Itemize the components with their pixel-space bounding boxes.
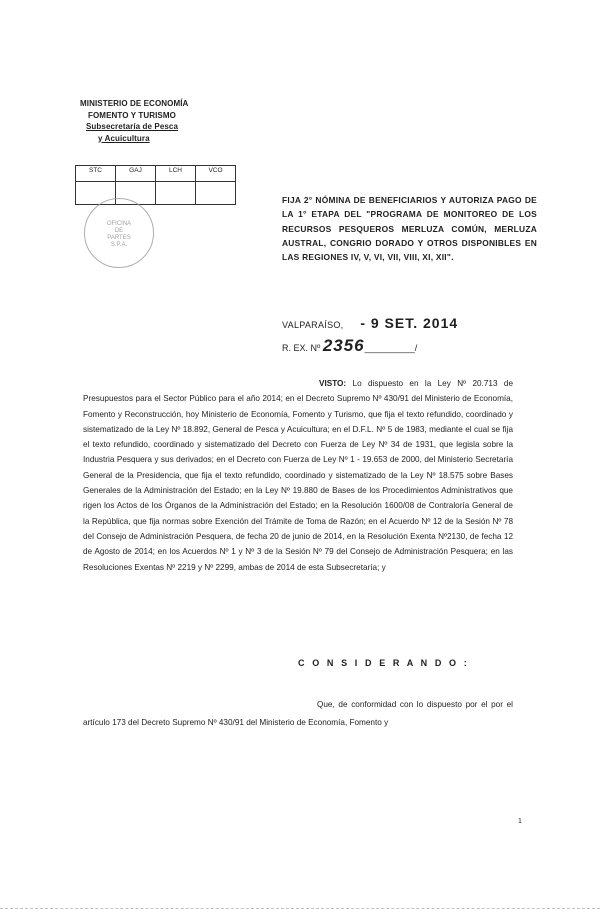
- seal-line: OFICINA: [106, 221, 132, 227]
- routing-cell-lch: LCH: [156, 166, 196, 182]
- routing-cell-gaj: GAJ: [116, 166, 156, 182]
- seal-line: S.P.A.: [110, 242, 128, 248]
- considerando-heading: C O N S I D E R A N D O :: [298, 658, 470, 668]
- resolution-title: FIJA 2° NÓMINA DE BENEFICIARIOS Y AUTORIZA PAGO DE LA 1° ETAPA DEL "PROGRAMA DE MONITOREO DE LOS RECURSOS PESQUEROS MERLUZA COMÚN, MERLUZA AUSTRAL, CONGRIO DORADO Y OTROS DISPONIBLES EN LAS REGIONES IV, V, VI, VII, VIII, XI, XII".: [282, 195, 537, 263]
- rex-label: R. EX. Nº: [282, 343, 321, 353]
- page-number: 1: [518, 818, 522, 825]
- seal-line: DE: [114, 228, 124, 234]
- routing-cell-stc: STC: [76, 166, 116, 182]
- ministry-subtitle: FOMENTO Y TURISMO: [88, 110, 176, 120]
- city-label: VALPARAÍSO,: [282, 320, 344, 330]
- considerando-paragraph: Que, de conformidad con lo dispuesto por el por el artículo 173 del Decreto Supremo Nº 430/91 del Ministerio de Economía, Fomento y: [83, 700, 513, 727]
- ministry-header: [80, 98, 188, 144]
- subsecretaria-line: Subsecretaría de Pesca: [86, 122, 179, 131]
- rex-number: 2356: [322, 336, 365, 355]
- routing-initials-cell: [196, 182, 236, 205]
- visto-paragraph: [83, 376, 513, 575]
- visto-heading: VISTO:: [319, 379, 347, 388]
- routing-initials-cell: [156, 182, 196, 205]
- seal-line: PARTES: [107, 235, 131, 241]
- office-seal-stamp: [84, 198, 154, 268]
- date-line: [282, 315, 458, 331]
- visto-text: Lo dispuesto en la Ley Nº 20.713 de Presupuestos para el Sector Público para el año 2014; en el Decreto Supremo Nº 430/91 del Ministerio de Economía, Fomento y Reconstrucción, hoy Ministerio de Economía, Fomento y Turismo, que fija el texto refundido, coordinado y sistematizado de la Ley Nº 18.892, General de Pesca y Acuicultura; en el D.F.L. Nº 5 de 1983, mediante el cual se fija el texto refundido, coordinado y sistematizado del Decreto con Fuerza de Ley Nº 34 de 1931, que legisla sobre la Industria Pesquera y sus derivados; en el Decreto con Fuerza de Ley Nº 1 - 19.653 de 2000, del Ministerio Secretaría General de la Presidencia, que fija el texto refundido, coordinado y sistematizado de la Ley Nº 18.575 sobre Bases Generales de la Administración del Estado; en la Ley Nº 19.880 de Bases de los Procedimientos Administrativos que rigen los Actos de los Órganos de la Administración del Estado; en la Resolución 1600/08 de Contraloría General de la República, que fija normas sobre Exención del Trámite de Toma de Razón; en el Acuerdo Nº 12 de la Sesión Nº 78 del Consejo de Administración Pesquera, de fecha 20 de junio de 2014, en la Resolución Exenta Nº2130, de fecha 12 de Agosto de 2014; en los Acuerdos Nº 1 y Nº 3 de la Sesión Nº 79 del Consejo de Administración Pesquera; en las Resoluciones Exentas Nº 2219 y Nº 2299, ambas de 2014 de esta Subsecretaría; y: [83, 379, 513, 572]
- routing-cell-vco: VCO: [196, 166, 236, 182]
- resolution-number-line: [282, 336, 417, 356]
- ministry-name: MINISTERIO DE ECONOMÍA: [80, 99, 189, 108]
- routing-stamp-table: [75, 165, 236, 205]
- rex-underline: __________/: [364, 343, 418, 353]
- subsecretaria-line-2: y Acuicultura: [98, 133, 150, 143]
- date-stamp: - 9 SET. 2014: [360, 315, 459, 331]
- scan-edge-artifact: [0, 908, 600, 912]
